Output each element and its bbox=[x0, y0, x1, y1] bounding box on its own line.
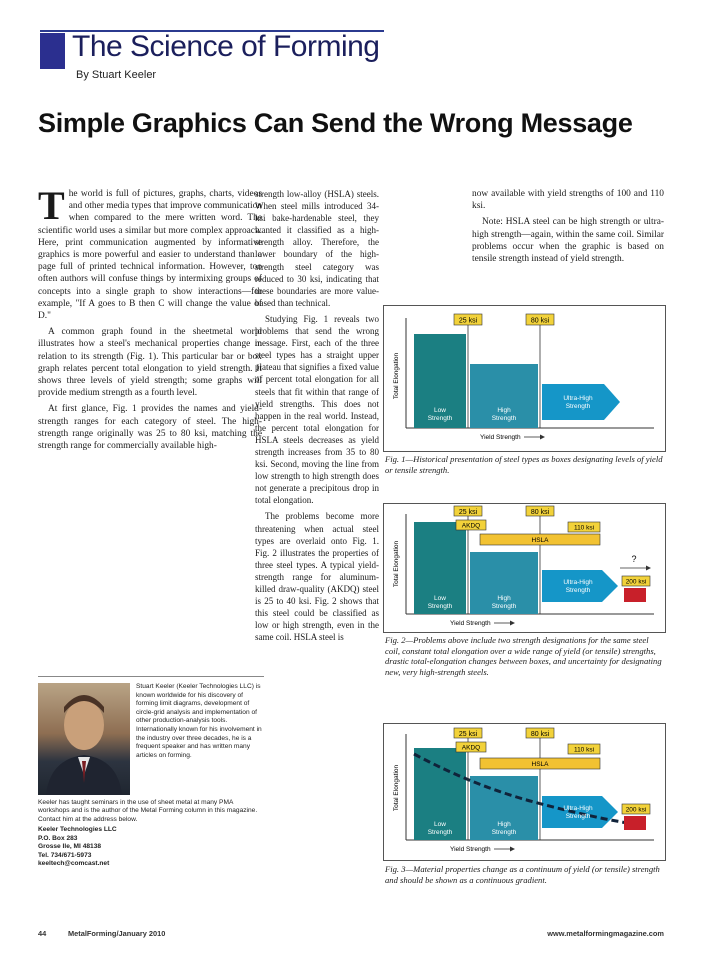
contact-line: Grosse Ile, MI 48138 bbox=[38, 843, 102, 851]
bar-label: Strength bbox=[565, 813, 591, 820]
new-steel-label: 200 ksi bbox=[625, 578, 647, 586]
boundary-label: 25 ksi bbox=[458, 509, 478, 516]
bar-label: Low bbox=[434, 407, 446, 414]
body-paragraph: At first glance, Fig. 1 provides the names and yield-strength ranges for each category of steel. The high-strength range originally was 25 to 80 ksi, matching the strength range for commercially available high- bbox=[38, 404, 262, 452]
boundary-label: 80 ksi bbox=[530, 509, 550, 516]
publication-name: MetalForming/January 2010 bbox=[68, 929, 166, 938]
body-paragraph: The problems become more threatening when actual steel types are overlaid onto Fig. 1. Fig. 2 illustrates the properties of three steel types. A typical yield-strength range for aluminum-killed draw-quality (AKDQ) steel is 25 to 40 ksi. Fig. 2 shows that this steel could be classified as low or high strength, even in the same coil. HSLA steel is bbox=[255, 511, 379, 643]
bar-label: High bbox=[497, 821, 511, 828]
arrow-head-icon bbox=[646, 566, 651, 571]
hsla-max-label: 110 ksi bbox=[573, 524, 595, 532]
body-paragraph: he world is full of pictures, graphs, charts, videos and other media types that improve communication when compared to the mere written word. The scientific world uses a similar but more complex approach. Here, print communication augmented by informative graphics is more powerful and easier to understand than a page full of printed technical information. However, too often authors will confuse things by intermixing groups of concepts into a single graph to show interactions—for example, "If A goes to B then C will change the value of D." bbox=[38, 189, 262, 322]
x-axis-label: Yield Strength bbox=[450, 620, 491, 627]
bio-contact bbox=[38, 826, 178, 869]
contact-line: P.O. Box 283 bbox=[38, 834, 78, 842]
figure-3-caption: Fig. 3—Material properties change as a continuum of yield (or tensile) strength and should be shown as a continuous gradient. bbox=[385, 864, 660, 885]
arrow-ultra-high-strength bbox=[542, 570, 618, 602]
hsla-label: HSLA bbox=[531, 761, 549, 768]
bar-label: Strength bbox=[565, 403, 591, 410]
contact-email[interactable]: keeltech@comcast.net bbox=[38, 860, 110, 868]
x-axis-label: Yield Strength bbox=[450, 846, 491, 853]
arrow-head-icon bbox=[510, 847, 515, 852]
publication-url[interactable]: www.metalformingmagazine.com bbox=[547, 929, 664, 938]
body-column-3 bbox=[472, 188, 664, 269]
body-paragraph: Studying Fig. 1 reveals two problems that send the wrong message. First, each of the three steel types has a straight upper plateau that signifies a fixed value of percent total elongation for all steels that fit within that range of yield strengths. This does not happen in the real world. Instead, the percent total elongation for HSLA steels decreases as yield strength increases from 35 to 80 ksi. Second, moving the line from low strength to high strength does not generate a precipitous drop in total elongation. bbox=[255, 313, 379, 506]
hsla-max-label: 110 ksi bbox=[573, 746, 595, 754]
boundary-label: 80 ksi bbox=[530, 317, 550, 325]
body-paragraph: Note: HSLA steel can be high strength or ultra-high strength—again, within the same coil. Similar problems occur when the graphic is based on tensile strength instead of yield strength. bbox=[472, 217, 664, 265]
new-steel-box bbox=[624, 588, 646, 602]
drop-cap: T bbox=[38, 183, 65, 228]
boundary-label: 25 ksi bbox=[458, 731, 478, 738]
bar-label: High bbox=[497, 407, 511, 414]
figure-3 bbox=[383, 723, 666, 861]
y-axis-label: Total Elongation bbox=[393, 764, 400, 812]
boundary-label: 80 ksi bbox=[530, 731, 550, 738]
byline: By Stuart Keeler bbox=[76, 69, 157, 81]
page-number: 44 bbox=[38, 929, 47, 938]
bar-label: Strength bbox=[427, 603, 453, 610]
arrow-ultra-high-strength bbox=[542, 384, 620, 420]
bar-label: Strength bbox=[491, 415, 517, 422]
akdq-label: AKDQ bbox=[461, 744, 481, 752]
akdq-label: AKDQ bbox=[461, 522, 481, 530]
arrow-head-icon bbox=[510, 621, 515, 626]
body-column-2 bbox=[255, 188, 379, 647]
bar-label: High bbox=[497, 595, 511, 602]
figure-2 bbox=[383, 503, 666, 633]
figure-1-caption: Fig. 1—Historical presentation of steel types as boxes designating levels of yield or tensile strength. bbox=[385, 454, 663, 475]
column-title: The Science of Forming bbox=[72, 30, 380, 63]
contact-line: Keeler Technologies LLC bbox=[38, 826, 117, 833]
headline: Simple Graphics Can Send the Wrong Message bbox=[38, 108, 633, 138]
boundary-label: 25 ksi bbox=[458, 317, 478, 325]
new-steel-label: 200 ksi bbox=[625, 806, 647, 814]
bar-label: Strength bbox=[427, 829, 453, 836]
figure-1 bbox=[383, 305, 666, 452]
bar-label: Low bbox=[434, 595, 446, 602]
bio-text: Stuart Keeler (Keeler Technologies LLC) is known worldwide for his discovery of forming limit diagrams, development of circle-grid analysis and implementation of other production-analysis tools. Internationally known for his involvement in the industry over three decades, he is a frequent speaker and has written many articles on forming. bbox=[136, 683, 262, 759]
header-block bbox=[40, 33, 65, 69]
bar-label: Strength bbox=[491, 829, 517, 836]
y-axis-label: Total Elongation bbox=[393, 540, 400, 588]
bar-label: Strength bbox=[565, 587, 591, 594]
bar-label: Strength bbox=[427, 415, 453, 422]
body-paragraph: now available with yield strengths of 100 and 110 ksi. bbox=[472, 189, 664, 212]
hsla-label: HSLA bbox=[531, 537, 549, 544]
contact-line: Tel. 734/671-5973 bbox=[38, 851, 92, 859]
x-axis-label: Yield Strength bbox=[480, 434, 521, 441]
bio-rule bbox=[38, 676, 264, 677]
bar-label: Ultra-High bbox=[563, 805, 593, 812]
author-photo bbox=[38, 683, 130, 795]
question-mark: ? bbox=[631, 554, 637, 564]
body-paragraph: A common graph found in the sheetmetal world illustrates how a steel's mechanical properties change in relation to its strength (Fig. 1). This particular bar or box graph relates percent total elongation to yield strength. It shows three levels of yield strength; some graphs will provide medium strength as a fourth level. bbox=[38, 327, 262, 399]
bar-label: Ultra-High bbox=[563, 579, 593, 586]
bar-label: Strength bbox=[491, 603, 517, 610]
new-steel-box bbox=[624, 816, 646, 830]
bar-label: Low bbox=[434, 821, 446, 828]
y-axis-label: Total Elongation bbox=[393, 352, 400, 400]
bar-label: Ultra-High bbox=[563, 395, 593, 402]
arrow-head-icon bbox=[540, 435, 545, 440]
body-column-1 bbox=[38, 183, 262, 456]
body-paragraph: strength low-alloy (HSLA) steels. When steel mills introduced 34-ksi bake-hardenable steel, they wanted it classified as a high-strength alloy. Therefore, the lower boundary of the high-strength steel category was reduced to 30 ksi, indicating that these boundaries are more value-based than technical. bbox=[255, 189, 379, 308]
bio-text-continued: Keeler has taught seminars in the use of sheet metal at many PMA workshops and is the author of the Metal Forming column in this magazine. Contact him at the address below. bbox=[38, 799, 258, 823]
figure-2-caption: Fig. 2—Problems above include two strength designations for the same steel coil, constant total elongation over a wide range of yield (or tensile) strengths, drastic total-elongation changes between boxes, and uncertainty for designating new, very high-strength steels. bbox=[385, 635, 662, 677]
